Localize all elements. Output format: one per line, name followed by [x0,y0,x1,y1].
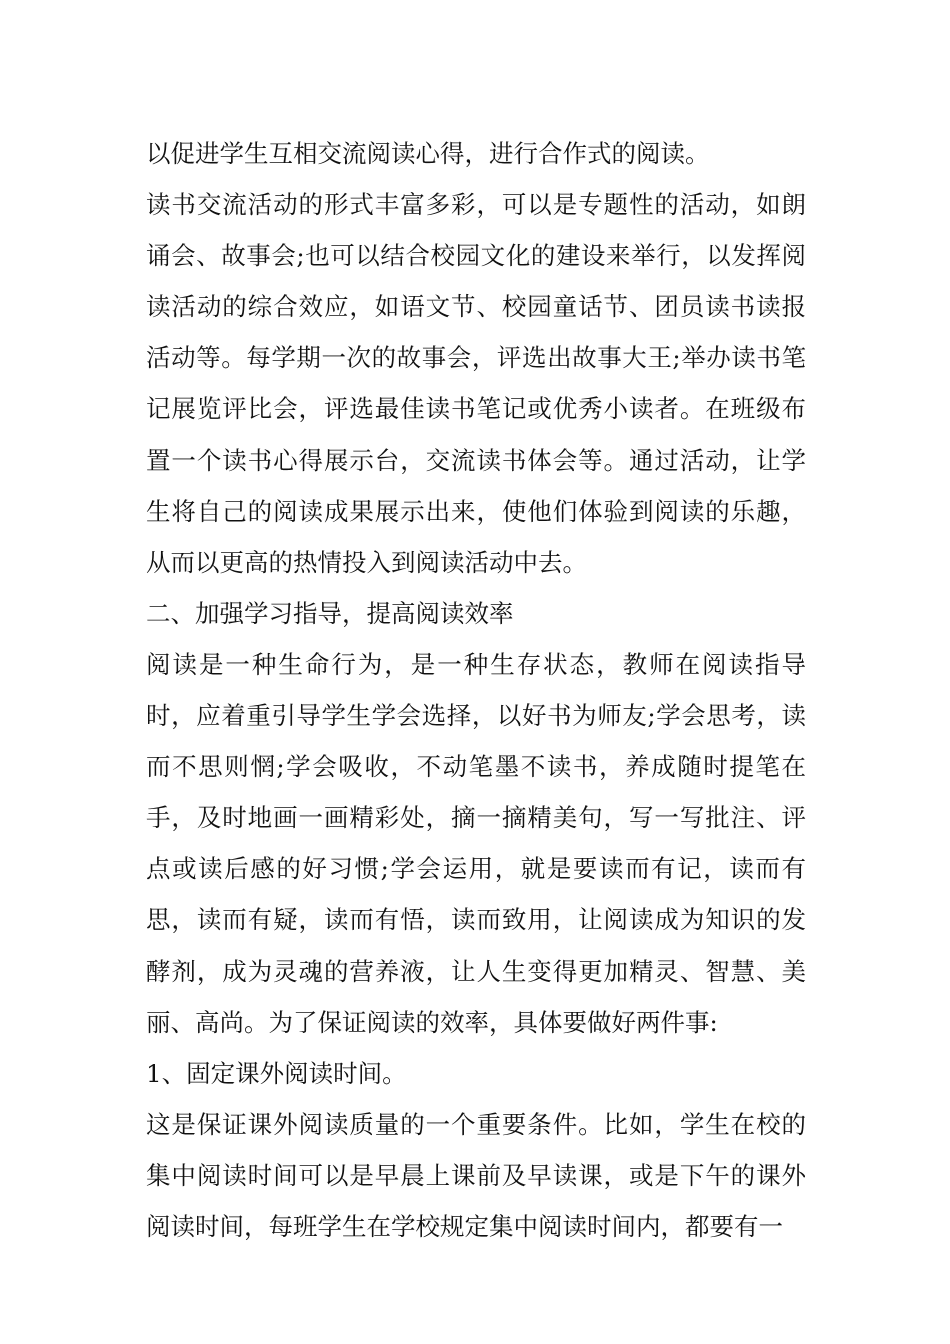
paragraph-reading-guidance: 阅读是一种生命行为，是一种生存状态，教师在阅读指导时，应着重引导学生学会选择，以好书为师友;学会思考，读而不思则惘;学会吸收，不动笔墨不读书，养成随时提笔在手，及时地画一画精彩处，摘一摘精美句，写一写批注、评点或读后感的好习惯;学会运用，就是要读而有记，读而有思，读而有疑，读而有悟，读而致用，让阅读成为知识的发酵剂，成为灵魂的营养液，让人生变得更加精灵、智慧、美丽、高尚。为了保证阅读的效率，具体要做好两件事: [146,649,806,1037]
subheading-1: 1、固定课外阅读时间。 [146,1058,407,1088]
section-heading-2: 二、加强学习指导，提高阅读效率 [146,598,514,628]
paragraph-reading-time: 这是保证课外阅读质量的一个重要条件。比如，学生在校的集中阅读时间可以是早晨上课前及早读课，或是下午的课外阅读时间，每班学生在学校规定集中阅读时间内，都要有一 [146,1109,806,1241]
document-body [146,128,806,1252]
paragraph-reading-activities: 读书交流活动的形式丰富多彩，可以是专题性的活动，如朗诵会、故事会;也可以结合校园文化的建设来举行，以发挥阅读活动的综合效应，如语文节、校园童话节、团员读书读报活动等。每学期一次的故事会，评选出故事大王;举办读书笔记展览评比会，评选最佳读书笔记或优秀小读者。在班级布置一个读书心得展示台，交流读书体会等。通过活动，让学生将自己的阅读成果展示出来，使他们体验到阅读的乐趣，从而以更高的热情投入到阅读活动中去。 [146,190,806,577]
paragraph-continuation: 以促进学生互相交流阅读心得，进行合作式的阅读。 [146,139,710,168]
